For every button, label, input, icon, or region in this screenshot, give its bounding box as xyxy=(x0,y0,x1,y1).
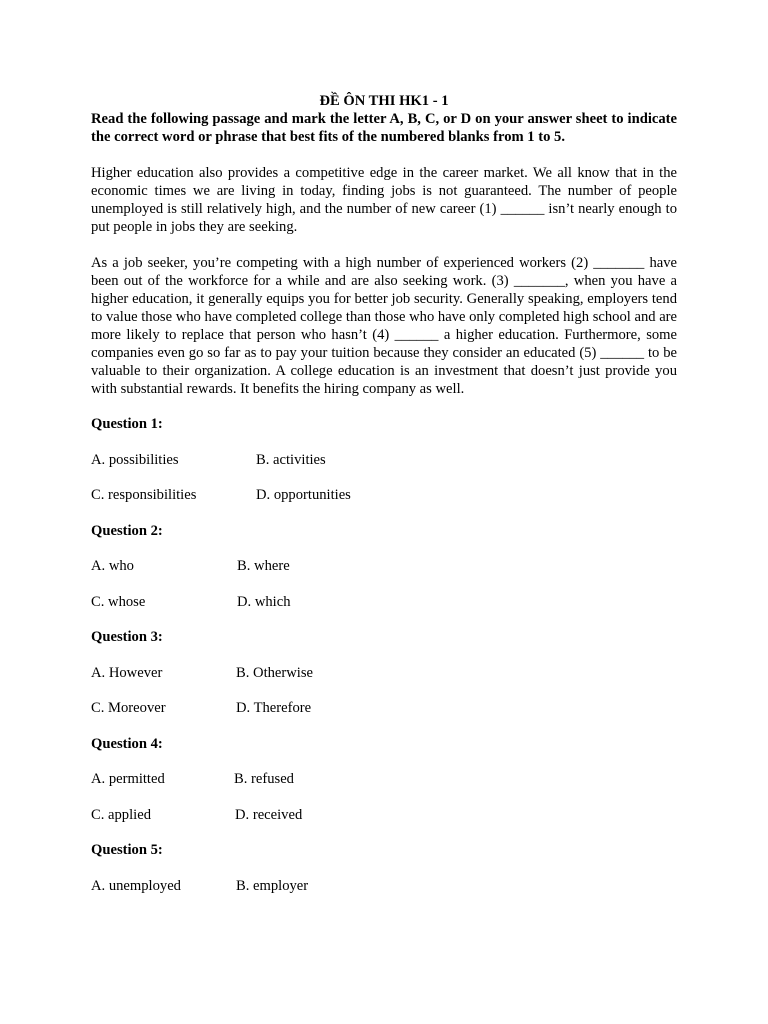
question-4-label: Question 4: xyxy=(91,736,163,752)
instruction-text: Read the following passage and mark the letter A, B, C, or D on your answer sheet to indicate the correct word or phrase that best fits of the numbered blanks from 1 to 5. xyxy=(91,111,677,145)
question-3-options-row-1 xyxy=(91,664,677,682)
question-2-option-d: D. which xyxy=(237,594,291,610)
passage-paragraph-1: Higher education also provides a competitive edge in the career market. We all know that in the economic times we are living in today, finding jobs is not guaranteed. The number of people unemployed is still relatively high, and the number of new career (1) ______ isn’t nearly enough to put people in jobs they are seeking. xyxy=(91,165,677,235)
question-4-option-c: C. applied xyxy=(91,807,151,823)
question-4-option-a: A. permitted xyxy=(91,771,165,787)
passage-paragraph-2: As a job seeker, you’re competing with a high number of experienced workers (2) _______ have been out of the workforce for a while and are also seeking work. (3) _______, when you have a higher education, it generally equips you for better job security. Generally speaking, employers tend to value those who have completed college than those who have only completed high school and are more likely to replace that person who hasn’t (4) ______ a higher education. Furthermore, some companies even go so far as to pay your tuition because they consider an educated (5) ______ to be valuable to their organization. A college education is an investment that doesn’t just provide you with substantial rewards. It benefits the hiring company as well. xyxy=(91,255,678,397)
question-4-options-row-2 xyxy=(91,806,677,824)
question-5-options-row-1 xyxy=(91,877,677,895)
question-2-options-row-2 xyxy=(91,593,677,611)
question-5-option-a: A. unemployed xyxy=(91,878,181,894)
question-1-options-row-1 xyxy=(91,451,677,469)
question-2-options-row-1 xyxy=(91,557,677,575)
question-2-option-a: A. who xyxy=(91,558,134,574)
question-3-option-d: D. Therefore xyxy=(236,700,312,716)
question-2-option-c: C. whose xyxy=(91,594,146,610)
question-1-options-row-2 xyxy=(91,486,677,504)
question-1-option-a: A. possibilities xyxy=(91,452,179,468)
question-3-label: Question 3: xyxy=(91,629,163,645)
document-page xyxy=(91,92,677,895)
question-4-option-d: D. received xyxy=(235,807,303,823)
question-2-option-b: B. where xyxy=(237,558,290,574)
question-1-option-b: B. activities xyxy=(256,452,326,468)
question-3-options-row-2 xyxy=(91,699,677,717)
question-1-option-d: D. opportunities xyxy=(256,487,351,503)
question-3-option-b: B. Otherwise xyxy=(236,665,314,681)
question-1-option-c: C. responsibilities xyxy=(91,487,197,503)
question-2-label: Question 2: xyxy=(91,523,163,539)
question-3-option-a: A. However xyxy=(91,665,163,681)
document-title: ĐỀ ÔN THI HK1 - 1 xyxy=(319,93,449,109)
question-1-label: Question 1: xyxy=(91,416,163,432)
question-5-option-b: B. employer xyxy=(236,878,309,894)
question-4-option-b: B. refused xyxy=(234,771,294,787)
question-3-option-c: C. Moreover xyxy=(91,700,166,716)
question-4-options-row-1 xyxy=(91,770,677,788)
question-5-label: Question 5: xyxy=(91,842,163,858)
